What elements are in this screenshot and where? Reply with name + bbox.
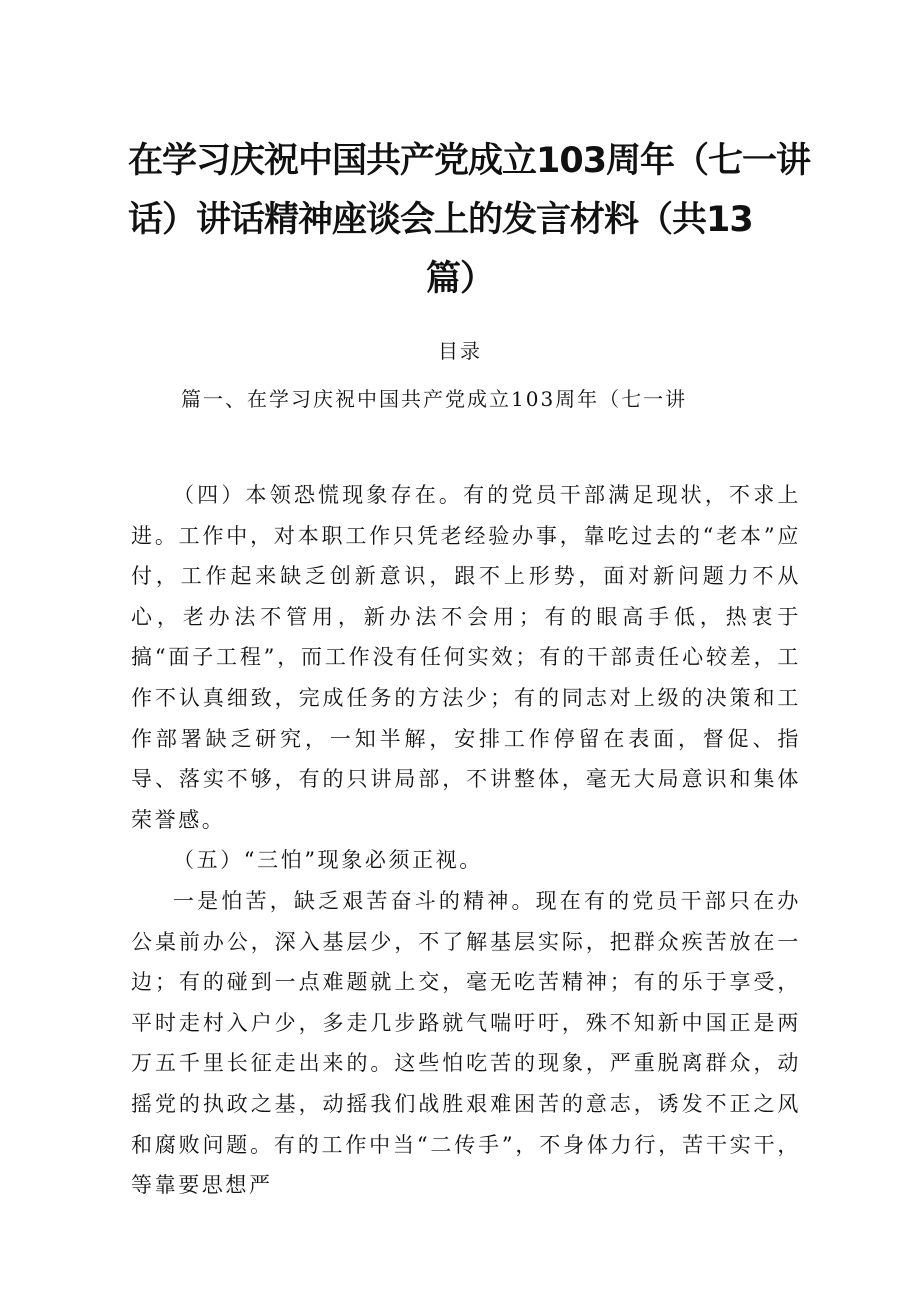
paragraph-section-four: （四）本领恐慌现象存在。有的党员干部满足现状，不求上进。工作中，对本职工作只凭老经验办事，靠吃过去的“老本”应付，工作起来缺乏创新意识，跟不上形势，面对新问题力不从心，老办法不管用，新办法不会用；有的眼高手低，热衷于搞“面子工程”，而工作没有任何实效；有的干部责任心较差，工作不认真细致，完成任务的方法少；有的同志对上级的决策和工作部署缺乏研究，一知半解，安排工作停留在表面，督促、指导、落实不够，有的只讲局部，不讲整体，毫无大局意识和集体荣誉感。 bbox=[131, 483, 801, 832]
toc-heading: 目录 bbox=[438, 339, 482, 363]
document-title bbox=[128, 132, 811, 309]
body-text bbox=[131, 475, 801, 1206]
paragraph-section-five-heading: （五）“三怕”现象必须正视。 bbox=[173, 848, 483, 873]
title-line-3: 篇） bbox=[425, 259, 494, 299]
paragraph-fear-of-hardship: 一是怕苦，缺乏艰苦奋斗的精神。现在有的党员干部只在办公桌前办公，深入基层少，不了解基层实际，把群众疾苦放在一边；有的碰到一点难题就上交，毫无吃苦精神；有的乐于享受，平时走村入户少，多走几步路就气喘吁吁，殊不知新中国正是两万五千里长征走出来的。这些怕吃苦的现象，严重脱离群众，动摇党的执政之基，动摇我们战胜艰难困苦的意志，诱发不正之风和腐败问题。有的工作中当“二传手”，不身体力行，苦干实干，等靠要思想严 bbox=[131, 888, 801, 1198]
toc-item[interactable]: 篇一、在学习庆祝中国共产党成立103周年（七一讲 bbox=[181, 387, 688, 411]
title-line-1: 在学习庆祝中国共产党成立103周年（七一讲 bbox=[128, 141, 811, 181]
title-line-2: 话）讲话精神座谈会上的发言材料（共13 bbox=[128, 200, 753, 240]
